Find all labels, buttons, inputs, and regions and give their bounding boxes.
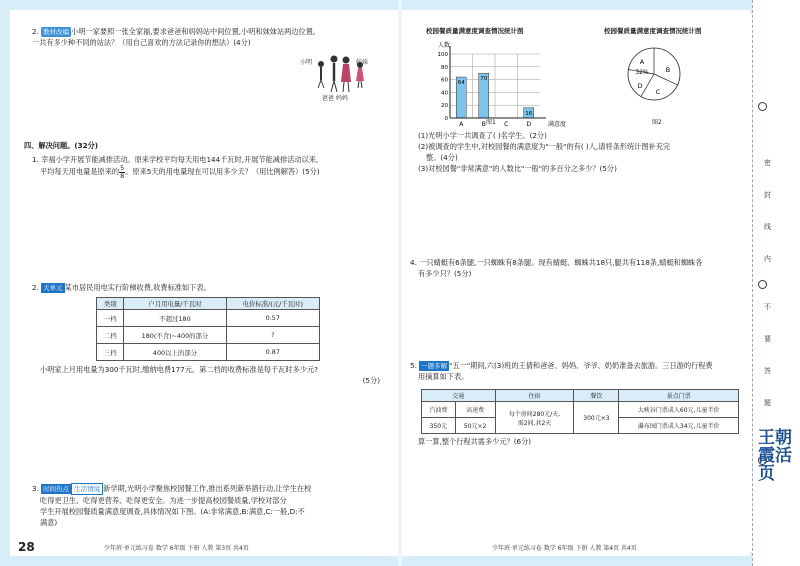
- label-parents: 爸爸 妈妈: [322, 95, 348, 102]
- x-tick-label: B: [481, 121, 486, 128]
- question-4-2-text: 小明家上月用电量为300千瓦时,缴纳电费177元。第二档的收费标准是每千瓦时多少元? (5分): [40, 365, 380, 386]
- question-5-travel: 5. 一题多解 "五一"期间,六(3)班的王倩和爸爸、妈妈、爷爷、奶奶准备去旅游。三日游的行程费 用摘算如下表。: [410, 361, 713, 382]
- section-4-heading: 四、解决问题。(32分): [24, 141, 99, 150]
- bar-chart-title: 校园餐质量满意度调查情况统计图: [426, 27, 524, 35]
- brand-logo: 王朝霞活页: [758, 428, 792, 484]
- question-tag: 时间热点: [43, 485, 70, 493]
- question-3-subquestions: (1)光明小学一共调查了( )名学生。(2分) (2)被调查的学生中,对校园餐的满意度为"一般"的有( )人,请将条形统计图补充完 整。(4分) (3)对校园餐"非常满意"的人数比"一般"的多百分之多少？(5分): [418, 131, 671, 174]
- seal-char: 封: [764, 191, 771, 199]
- seal-char: 答: [764, 367, 771, 375]
- bar-value-label: 64: [457, 80, 465, 87]
- seal-char: 密: [764, 159, 771, 167]
- table-row: 二档 180(不含)~400的部分 ?: [97, 327, 320, 344]
- left-footer: 少年班·单元练习卷 数学 6年级 下册 人教 第3页 共4页: [104, 545, 249, 552]
- y-tick-label: 100: [437, 52, 448, 58]
- pie-slice-label: C: [655, 88, 661, 96]
- table-row: 三档 400以上的部分 0.87: [97, 344, 320, 361]
- pie-slice-label: D: [637, 82, 643, 90]
- pie-chart-title: 校园餐质量满意度调查情况统计图: [604, 27, 702, 35]
- label-meimei: 妹妹: [356, 59, 369, 66]
- question-tag: 大单元: [43, 284, 63, 292]
- table-row: 350元 50元×2 瀑布园门票成人34元,儿童半价: [422, 418, 739, 434]
- y-tick-label: 20: [441, 103, 448, 110]
- figure-1-label: 图1: [486, 119, 496, 126]
- y-tick-label: 0: [444, 116, 448, 122]
- electricity-price-table: [96, 297, 320, 361]
- pie-slice-label: A: [639, 58, 645, 66]
- y-tick-label: 60: [441, 77, 448, 84]
- binding-hole-icon: [758, 280, 767, 289]
- binding-hole-icon: [758, 102, 767, 111]
- travel-cost-table: [421, 389, 739, 434]
- seal-char: 不: [764, 303, 771, 311]
- question-4-1: 1. 幸福小学开展节能减排活动。原来学校平均每天用电144千瓦时,开展节能减排活动以来, 平均每天用电量是原来的 $\frac{5}{8}$ 。原来5天的用电量现在可以用多少天？（用比例解答）(5分): [32, 155, 320, 180]
- bar-value-label: 16: [525, 110, 533, 117]
- x-tick-label: A: [459, 121, 464, 128]
- bar-chart: [422, 38, 572, 128]
- seal-char: 要: [764, 335, 771, 343]
- fraction: $\frac{5}{8}$: [120, 164, 125, 180]
- pie-slice-label: B: [665, 66, 671, 74]
- seal-char: 内: [764, 255, 771, 263]
- seal-char: 线: [764, 223, 771, 231]
- x-tick-label: C: [504, 121, 509, 128]
- question-4-dragonfly-spider: 4. 一只蜻蜓有6条腿,一只蜘蛛有8条腿。现有蜻蜓、蜘蛛共18只,腿共有118条,蜻蜓和蜘蛛各 有多少只？(5分): [410, 258, 703, 279]
- table-header: 电价标准/(元/千瓦时): [226, 298, 319, 310]
- table-row: 汽油费 高速费 每个房间280元/天, 需2间,共2天 300元×3 大峡谷门票成人60元,儿童半价: [422, 402, 739, 418]
- pie-chart: [624, 44, 684, 104]
- right-footer: 少年班·单元练习卷 数学 6年级 下册 人教 第4页 共4页: [492, 545, 637, 552]
- table-header: 景点门票: [619, 390, 739, 402]
- question-tag: 一题多解: [421, 362, 448, 370]
- question-4-3: 3. 时间热点 生活情境 新学期,光明小学聚焦校园餐工作,推出系列新举措行动,让学生在校 吃得更卫生、吃得更营养、吃得更安全。为进一步提高校园餐质量,学校对部分 学生开展校园餐质量满意度调查,具体情况如下图。(A:非常满意,B:满意,C:一般,D:不 满意): [32, 484, 312, 528]
- page-number: 28: [18, 540, 35, 554]
- table-header: 餐饮: [574, 390, 619, 402]
- seal-char: 题: [764, 399, 771, 407]
- pie-percent-label: 32%: [635, 69, 649, 76]
- table-header: 类别: [97, 298, 124, 310]
- question-4-2: 2. 大单元 某市居民用电实行阶梯收费,收费标准如下表。: [32, 283, 211, 292]
- bar-value-label: 70: [480, 76, 488, 83]
- question-tag: 生活情境: [71, 483, 103, 495]
- table-row: 一档 不超过180 0.57: [97, 310, 320, 327]
- y-tick-label: 80: [441, 64, 448, 71]
- table-header: 户月用电量/千瓦时: [124, 298, 226, 310]
- label-xiaoming: 小明: [300, 59, 313, 66]
- y-tick-label: 40: [441, 90, 448, 97]
- table-header: 交通: [422, 390, 496, 402]
- y-axis-label: 人数: [438, 42, 451, 49]
- x-tick-label: D: [526, 121, 532, 128]
- figure-2-label: 图2: [652, 119, 662, 126]
- table-header: 住宿: [495, 390, 574, 402]
- question-5-ask: 算一算,整个行程共需多少元？(6分): [418, 437, 532, 446]
- question-tag: 教材改编: [43, 28, 70, 36]
- x-axis-label: 满意度: [548, 121, 567, 128]
- question-2-family-photo: 2. 教材改编 小明一家要照一张全家福,要求爸爸和妈妈站中间位置,小明和妹妹站两边位置, 一共有多少种不同的站法？（用自己喜欢的方法记录你的想法）(4分): [32, 27, 316, 48]
